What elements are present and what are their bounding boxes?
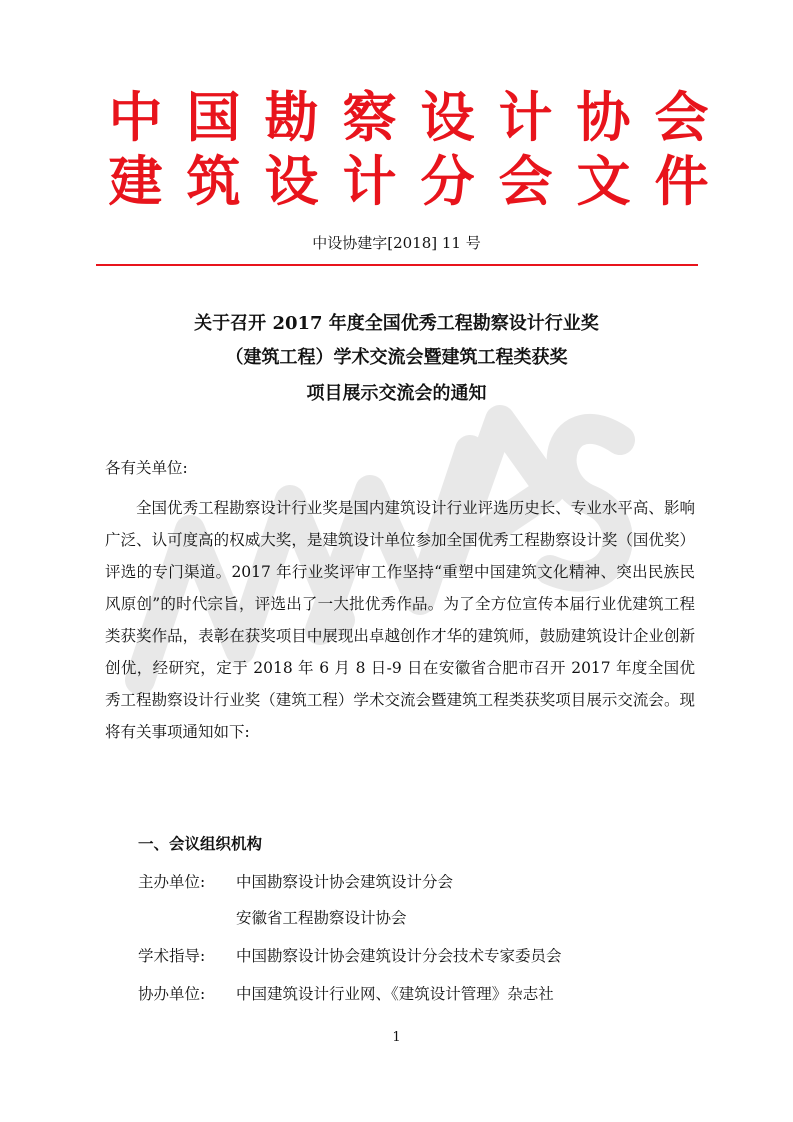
page-number: 1	[392, 1030, 401, 1045]
org-label: 学术指导:	[138, 947, 206, 965]
org-label: 协办单位:	[138, 985, 206, 1003]
notice-title-line1: 关于召开 2017 年度全国优秀工程勘察设计行业奖	[194, 313, 599, 334]
org-value: 中国勘察设计协会建筑设计分会技术专家委员会	[236, 947, 562, 965]
org-label: 主办单位:	[138, 873, 206, 891]
org-value: 中国勘察设计协会建筑设计分会	[236, 873, 454, 891]
notice-title-line2: （建筑工程）学术交流会暨建筑工程类获奖	[225, 347, 568, 368]
org-row	[138, 978, 554, 1010]
org-value: 中国建筑设计行业网、《建筑设计管理》杂志社	[236, 985, 554, 1003]
section-heading: 一、会议组织机构	[138, 835, 263, 853]
org-row	[138, 902, 407, 934]
red-divider	[96, 264, 698, 266]
org-value: 安徽省工程勘察设计协会	[236, 909, 407, 927]
body-paragraph: 全国优秀工程勘察设计行业奖是国内建筑设计行业评选历史长、专业水平高、影响广泛、认可度高的权威大奖，是建筑设计单位参加全国优秀工程勘察设计奖（国优奖）评选的专门渠道。2017 年行业奖评审工作坚持“重塑中国建筑文化精神、突出民族民风原创”的时代宗旨，评选出了一大批优秀作品。为了全方位宣传本届行业优建筑工程类获奖作品，表彰在获奖项目中展现出卓越创作才华的建筑师，鼓励建筑设计企业创新创优，经研究，定于 2018 年 6 月 8 日-9 日在安徽省合肥市召开 2017 年度全国优秀工程勘察设计行业奖（建筑工程）学术交流会暨建筑工程类获奖项目展示交流会。现将有关事项通知如下:	[105, 499, 695, 741]
header-title-line2: 建筑设计分会文件	[108, 150, 733, 213]
document-number: 中设协建字[2018] 11 号	[312, 234, 481, 252]
header-title-line1: 中国勘察设计协会	[108, 86, 733, 149]
org-row	[138, 940, 562, 972]
salutation: 各有关单位:	[105, 459, 188, 477]
org-label	[138, 902, 236, 934]
org-row	[138, 866, 453, 898]
notice-title-line3: 项目展示交流会的通知	[306, 383, 487, 404]
